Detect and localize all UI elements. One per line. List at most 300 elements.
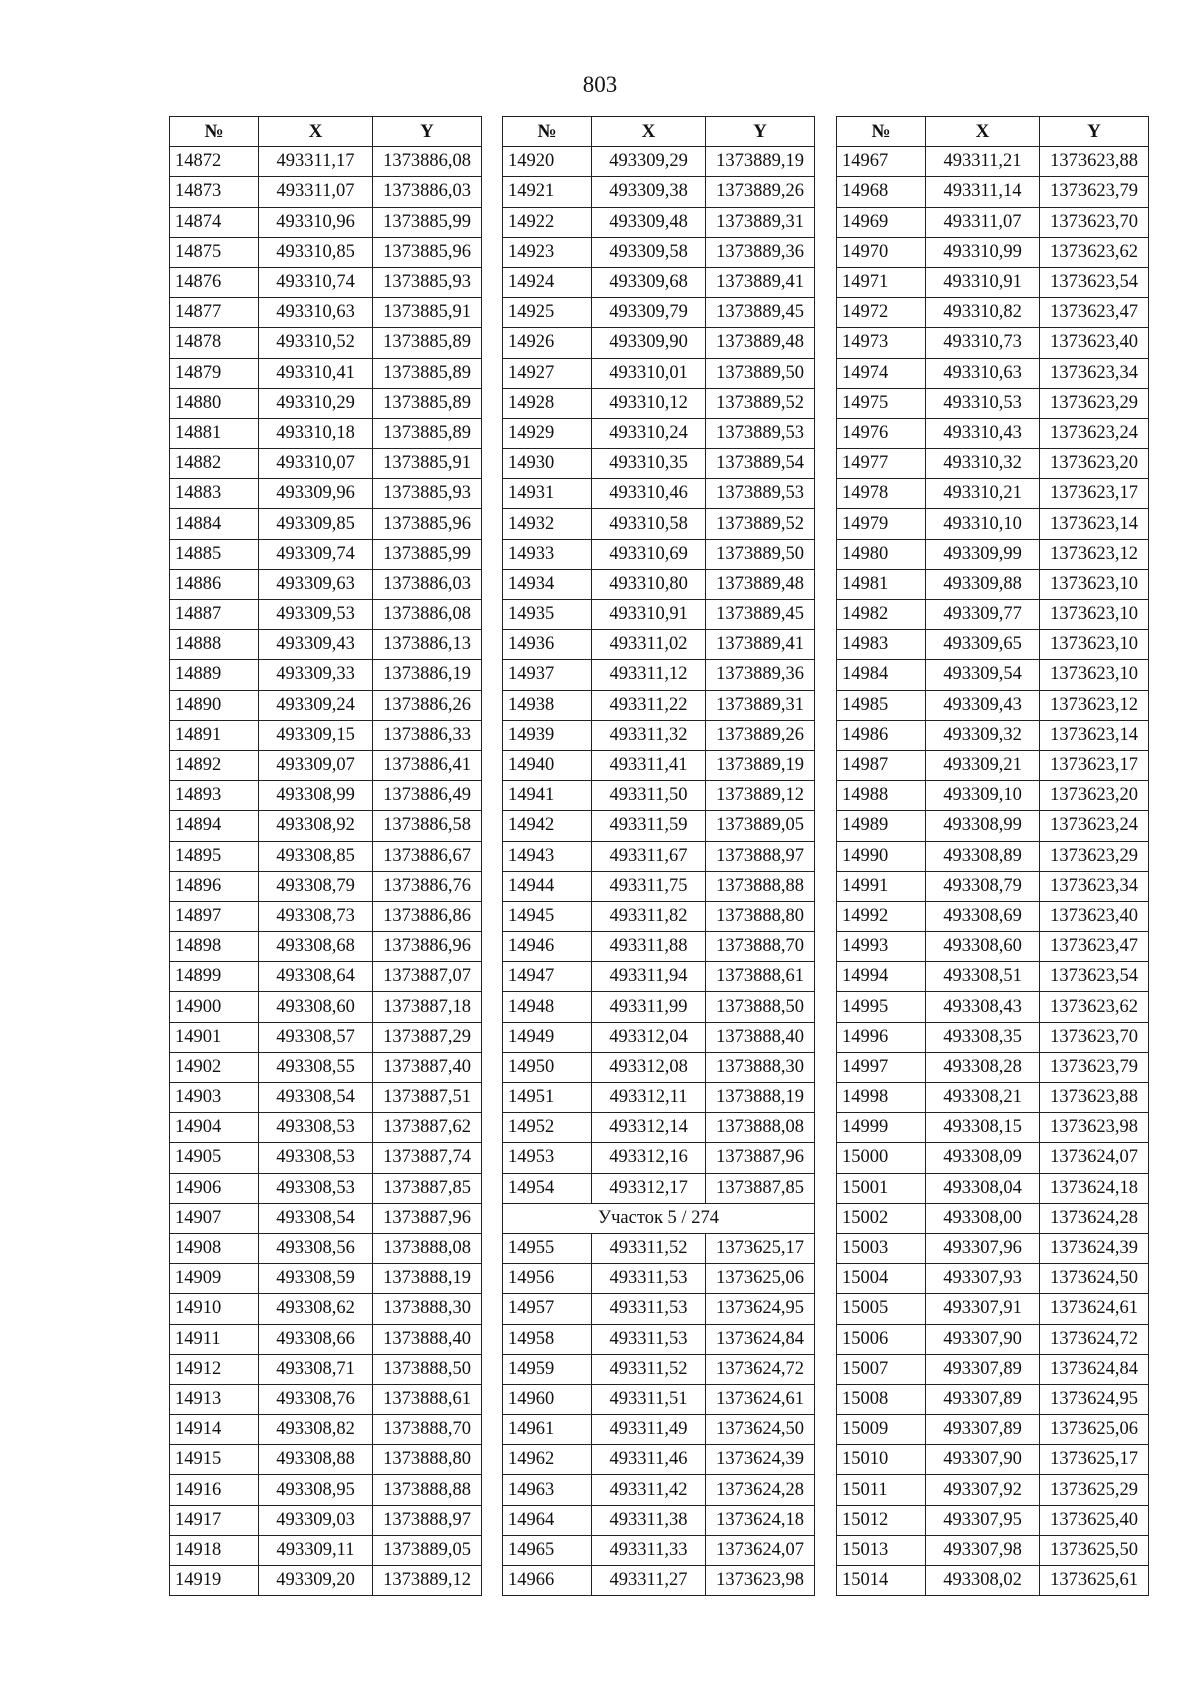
x-coordinate-cell: 493309,10 [926,781,1040,811]
table-row [837,569,1149,599]
y-coordinate-cell: 1373624,72 [706,1354,815,1384]
y-coordinate-cell: 1373887,40 [373,1052,482,1082]
y-coordinate-cell: 1373623,24 [1040,811,1149,841]
x-coordinate-cell: 493311,99 [592,992,706,1022]
table-row [503,841,815,871]
x-coordinate-cell: 493307,90 [926,1324,1040,1354]
y-coordinate-cell: 1373624,39 [1040,1233,1149,1263]
y-coordinate-cell: 1373886,96 [373,932,482,962]
point-number-cell: 14998 [837,1083,926,1113]
x-coordinate-cell: 493310,63 [926,358,1040,388]
y-coordinate-cell: 1373886,19 [373,660,482,690]
x-coordinate-cell: 493309,96 [259,479,373,509]
point-number-cell: 14962 [503,1445,592,1475]
table-row [837,388,1149,418]
point-number-cell: 14980 [837,539,926,569]
point-number-cell: 14887 [170,600,259,630]
y-coordinate-cell: 1373623,29 [1040,388,1149,418]
x-coordinate-cell: 493309,88 [926,569,1040,599]
table-row [503,1475,815,1505]
table-row [837,1173,1149,1203]
table-row [503,298,815,328]
table-row [170,1475,482,1505]
x-coordinate-cell: 493309,74 [259,539,373,569]
point-number-cell: 14970 [837,237,926,267]
table-row [170,660,482,690]
header-number: № [837,117,926,147]
point-number-cell: 14957 [503,1294,592,1324]
x-coordinate-cell: 493308,82 [259,1415,373,1445]
point-number-cell: 14987 [837,750,926,780]
table-row [170,177,482,207]
table-row [170,1566,482,1596]
x-coordinate-cell: 493311,59 [592,811,706,841]
x-coordinate-cell: 493311,49 [592,1415,706,1445]
x-coordinate-cell: 493311,51 [592,1384,706,1414]
table-row [837,509,1149,539]
table-row [837,479,1149,509]
x-coordinate-cell: 493309,99 [926,539,1040,569]
y-coordinate-cell: 1373623,47 [1040,298,1149,328]
x-coordinate-cell: 493308,53 [259,1143,373,1173]
y-coordinate-cell: 1373623,10 [1040,569,1149,599]
table-header-row [503,117,815,147]
point-number-cell: 14935 [503,600,592,630]
y-coordinate-cell: 1373889,36 [706,237,815,267]
table-row [170,1505,482,1535]
point-number-cell: 14943 [503,841,592,871]
point-number-cell: 14983 [837,630,926,660]
table-row [837,1354,1149,1384]
y-coordinate-cell: 1373889,50 [706,539,815,569]
table-row [503,1566,815,1596]
y-coordinate-cell: 1373889,53 [706,418,815,448]
x-coordinate-cell: 493309,11 [259,1535,373,1565]
point-number-cell: 14899 [170,962,259,992]
point-number-cell: 14950 [503,1052,592,1082]
y-coordinate-cell: 1373888,30 [373,1294,482,1324]
point-number-cell: 14959 [503,1354,592,1384]
table-row [503,1384,815,1414]
y-coordinate-cell: 1373623,14 [1040,720,1149,750]
y-coordinate-cell: 1373889,48 [706,328,815,358]
point-number-cell: 14979 [837,509,926,539]
table-row [170,901,482,931]
table-row [837,147,1149,177]
point-number-cell: 14978 [837,479,926,509]
table-row [503,901,815,931]
point-number-cell: 14936 [503,630,592,660]
point-number-cell: 14969 [837,207,926,237]
point-number-cell: 14990 [837,841,926,871]
x-coordinate-cell: 493309,07 [259,750,373,780]
y-coordinate-cell: 1373623,54 [1040,267,1149,297]
table-row [503,509,815,539]
section-row [503,1203,815,1233]
point-number-cell: 14996 [837,1022,926,1052]
table-row [503,962,815,992]
point-number-cell: 15009 [837,1415,926,1445]
point-number-cell: 14909 [170,1264,259,1294]
table-row [503,358,815,388]
point-number-cell: 14886 [170,569,259,599]
table-row [170,418,482,448]
x-coordinate-cell: 493312,17 [592,1173,706,1203]
point-number-cell: 14918 [170,1535,259,1565]
x-coordinate-cell: 493311,14 [926,177,1040,207]
point-number-cell: 14958 [503,1324,592,1354]
point-number-cell: 15012 [837,1505,926,1535]
y-coordinate-cell: 1373885,93 [373,267,482,297]
table-row [170,388,482,418]
y-coordinate-cell: 1373889,52 [706,388,815,418]
x-coordinate-cell: 493309,68 [592,267,706,297]
point-number-cell: 14968 [837,177,926,207]
point-number-cell: 14955 [503,1233,592,1263]
point-number-cell: 14988 [837,781,926,811]
point-number-cell: 15001 [837,1173,926,1203]
x-coordinate-cell: 493310,32 [926,449,1040,479]
y-coordinate-cell: 1373623,70 [1040,1022,1149,1052]
point-number-cell: 14975 [837,388,926,418]
x-coordinate-cell: 493311,94 [592,962,706,992]
x-coordinate-cell: 493308,56 [259,1233,373,1263]
y-coordinate-cell: 1373623,17 [1040,479,1149,509]
y-coordinate-cell: 1373623,98 [1040,1113,1149,1143]
point-number-cell: 14993 [837,932,926,962]
table-row [170,509,482,539]
table-row [837,1264,1149,1294]
y-coordinate-cell: 1373889,19 [706,750,815,780]
table-row [503,720,815,750]
table-row [837,1294,1149,1324]
y-coordinate-cell: 1373886,08 [373,147,482,177]
y-coordinate-cell: 1373885,96 [373,237,482,267]
point-number-cell: 15000 [837,1143,926,1173]
x-coordinate-cell: 493310,85 [259,237,373,267]
table-row [837,871,1149,901]
x-coordinate-cell: 493311,67 [592,841,706,871]
x-coordinate-cell: 493310,91 [926,267,1040,297]
x-coordinate-cell: 493310,53 [926,388,1040,418]
table-row [503,1535,815,1565]
point-number-cell: 14916 [170,1475,259,1505]
table-row [170,328,482,358]
point-number-cell: 14911 [170,1324,259,1354]
point-number-cell: 14925 [503,298,592,328]
x-coordinate-cell: 493308,68 [259,932,373,962]
point-number-cell: 14889 [170,660,259,690]
table-row [837,750,1149,780]
table-row [503,207,815,237]
point-number-cell: 14997 [837,1052,926,1082]
y-coordinate-cell: 1373888,08 [373,1233,482,1263]
y-coordinate-cell: 1373624,95 [1040,1384,1149,1414]
point-number-cell: 14977 [837,449,926,479]
x-coordinate-cell: 493310,29 [259,388,373,418]
table-row [170,267,482,297]
point-number-cell: 14986 [837,720,926,750]
y-coordinate-cell: 1373886,03 [373,569,482,599]
table-row [170,1354,482,1384]
x-coordinate-cell: 493309,15 [259,720,373,750]
header-y: Y [373,117,482,147]
y-coordinate-cell: 1373888,19 [373,1264,482,1294]
point-number-cell: 14940 [503,750,592,780]
table-row [170,1143,482,1173]
y-coordinate-cell: 1373889,48 [706,569,815,599]
point-number-cell: 14885 [170,539,259,569]
point-number-cell: 14900 [170,992,259,1022]
x-coordinate-cell: 493307,91 [926,1294,1040,1324]
table-row [837,962,1149,992]
y-coordinate-cell: 1373624,07 [706,1535,815,1565]
x-coordinate-cell: 493310,35 [592,449,706,479]
page-number: 803 [582,72,618,97]
x-coordinate-cell: 493309,24 [259,690,373,720]
table-row [170,1022,482,1052]
point-number-cell: 14956 [503,1264,592,1294]
x-coordinate-cell: 493310,99 [926,237,1040,267]
x-coordinate-cell: 493311,07 [926,207,1040,237]
point-number-cell: 14995 [837,992,926,1022]
point-number-cell: 14906 [170,1173,259,1203]
table-row [503,1445,815,1475]
point-number-cell: 14934 [503,569,592,599]
y-coordinate-cell: 1373885,99 [373,207,482,237]
y-coordinate-cell: 1373623,17 [1040,750,1149,780]
table-row [503,1415,815,1445]
x-coordinate-cell: 493308,04 [926,1173,1040,1203]
x-coordinate-cell: 493308,51 [926,962,1040,992]
point-number-cell: 14973 [837,328,926,358]
y-coordinate-cell: 1373885,93 [373,479,482,509]
x-coordinate-cell: 493312,14 [592,1113,706,1143]
table-row [170,690,482,720]
table-row [837,328,1149,358]
table-row [170,1324,482,1354]
table-row [837,1566,1149,1596]
y-coordinate-cell: 1373889,05 [706,811,815,841]
point-number-cell: 14882 [170,449,259,479]
y-coordinate-cell: 1373888,88 [373,1475,482,1505]
point-number-cell: 14881 [170,418,259,448]
x-coordinate-cell: 493310,24 [592,418,706,448]
table-row [503,932,815,962]
x-coordinate-cell: 493308,73 [259,901,373,931]
y-coordinate-cell: 1373625,61 [1040,1566,1149,1596]
y-coordinate-cell: 1373625,50 [1040,1535,1149,1565]
y-coordinate-cell: 1373888,61 [706,962,815,992]
point-number-cell: 14989 [837,811,926,841]
y-coordinate-cell: 1373889,54 [706,449,815,479]
point-number-cell: 14931 [503,479,592,509]
table-row [170,811,482,841]
y-coordinate-cell: 1373625,29 [1040,1475,1149,1505]
point-number-cell: 14917 [170,1505,259,1535]
point-number-cell: 14974 [837,358,926,388]
point-number-cell: 14945 [503,901,592,931]
point-number-cell: 14920 [503,147,592,177]
table-row [837,992,1149,1022]
point-number-cell: 14982 [837,600,926,630]
point-number-cell: 14893 [170,781,259,811]
table-row [503,1324,815,1354]
x-coordinate-cell: 493310,52 [259,328,373,358]
table-row [503,237,815,267]
x-coordinate-cell: 493311,82 [592,901,706,931]
y-coordinate-cell: 1373888,19 [706,1083,815,1113]
table-row [503,781,815,811]
x-coordinate-cell: 493311,07 [259,177,373,207]
table-row [170,781,482,811]
point-number-cell: 14908 [170,1233,259,1263]
table-row [837,660,1149,690]
y-coordinate-cell: 1373889,05 [373,1535,482,1565]
point-number-cell: 14937 [503,660,592,690]
point-number-cell: 14939 [503,720,592,750]
point-number-cell: 14991 [837,871,926,901]
point-number-cell: 14927 [503,358,592,388]
y-coordinate-cell: 1373623,10 [1040,660,1149,690]
point-number-cell: 14884 [170,509,259,539]
header-number: № [170,117,259,147]
point-number-cell: 14912 [170,1354,259,1384]
table-row [170,1173,482,1203]
point-number-cell: 15002 [837,1203,926,1233]
y-coordinate-cell: 1373625,06 [1040,1415,1149,1445]
x-coordinate-cell: 493309,48 [592,207,706,237]
table-row [170,1264,482,1294]
x-coordinate-cell: 493310,91 [592,600,706,630]
table-row [503,479,815,509]
x-coordinate-cell: 493311,50 [592,781,706,811]
x-coordinate-cell: 493310,21 [926,479,1040,509]
table-row [170,1203,482,1233]
y-coordinate-cell: 1373889,19 [706,147,815,177]
y-coordinate-cell: 1373885,91 [373,449,482,479]
y-coordinate-cell: 1373887,18 [373,992,482,1022]
y-coordinate-cell: 1373624,18 [1040,1173,1149,1203]
x-coordinate-cell: 493309,21 [926,750,1040,780]
y-coordinate-cell: 1373887,51 [373,1083,482,1113]
table-header-row [170,117,482,147]
table-row [837,1445,1149,1475]
table-row [503,418,815,448]
table-row [170,932,482,962]
point-number-cell: 14938 [503,690,592,720]
table-row [837,1415,1149,1445]
point-number-cell: 15014 [837,1566,926,1596]
x-coordinate-cell: 493309,58 [592,237,706,267]
point-number-cell: 14972 [837,298,926,328]
table-row [837,901,1149,931]
y-coordinate-cell: 1373624,50 [706,1415,815,1445]
y-coordinate-cell: 1373887,62 [373,1113,482,1143]
x-coordinate-cell: 493311,17 [259,147,373,177]
table-row [837,418,1149,448]
table-row [503,328,815,358]
table-row [503,1264,815,1294]
x-coordinate-cell: 493310,63 [259,298,373,328]
table-row [837,1324,1149,1354]
y-coordinate-cell: 1373623,10 [1040,630,1149,660]
x-coordinate-cell: 493311,53 [592,1264,706,1294]
y-coordinate-cell: 1373889,31 [706,690,815,720]
y-coordinate-cell: 1373623,12 [1040,539,1149,569]
x-coordinate-cell: 493309,90 [592,328,706,358]
y-coordinate-cell: 1373623,34 [1040,358,1149,388]
table-row [170,539,482,569]
point-number-cell: 15010 [837,1445,926,1475]
point-number-cell: 14919 [170,1566,259,1596]
table-row [170,1294,482,1324]
point-number-cell: 14953 [503,1143,592,1173]
point-number-cell: 14875 [170,237,259,267]
y-coordinate-cell: 1373625,17 [706,1233,815,1263]
y-coordinate-cell: 1373623,20 [1040,449,1149,479]
y-coordinate-cell: 1373624,61 [706,1384,815,1414]
y-coordinate-cell: 1373889,41 [706,630,815,660]
y-coordinate-cell: 1373888,50 [373,1354,482,1384]
y-coordinate-cell: 1373887,07 [373,962,482,992]
point-number-cell: 14985 [837,690,926,720]
y-coordinate-cell: 1373623,40 [1040,328,1149,358]
y-coordinate-cell: 1373624,95 [706,1294,815,1324]
table-row [503,690,815,720]
point-number-cell: 14898 [170,932,259,962]
y-coordinate-cell: 1373888,61 [373,1384,482,1414]
x-coordinate-cell: 493312,16 [592,1143,706,1173]
x-coordinate-cell: 493308,15 [926,1113,1040,1143]
point-number-cell: 14873 [170,177,259,207]
y-coordinate-cell: 1373623,62 [1040,237,1149,267]
y-coordinate-cell: 1373889,12 [373,1566,482,1596]
x-coordinate-cell: 493308,79 [926,871,1040,901]
header-number: № [503,117,592,147]
point-number-cell: 14952 [503,1113,592,1143]
point-number-cell: 14876 [170,267,259,297]
x-coordinate-cell: 493311,38 [592,1505,706,1535]
table-row [170,871,482,901]
table-row [170,1052,482,1082]
table-row [170,207,482,237]
y-coordinate-cell: 1373887,96 [706,1143,815,1173]
table-row [170,479,482,509]
point-number-cell: 15006 [837,1324,926,1354]
point-number-cell: 14915 [170,1445,259,1475]
y-coordinate-cell: 1373624,84 [706,1324,815,1354]
y-coordinate-cell: 1373887,85 [706,1173,815,1203]
table-row [170,569,482,599]
table-row [170,147,482,177]
point-number-cell: 14941 [503,781,592,811]
x-coordinate-cell: 493308,53 [259,1113,373,1143]
x-coordinate-cell: 493310,69 [592,539,706,569]
table-row [837,1022,1149,1052]
x-coordinate-cell: 493308,95 [259,1475,373,1505]
table-row [170,720,482,750]
table-row [503,1173,815,1203]
coordinates-table-3 [836,116,1149,1596]
y-coordinate-cell: 1373888,97 [706,841,815,871]
x-coordinate-cell: 493310,96 [259,207,373,237]
x-coordinate-cell: 493308,62 [259,1294,373,1324]
x-coordinate-cell: 493310,43 [926,418,1040,448]
table-row [170,841,482,871]
x-coordinate-cell: 493311,12 [592,660,706,690]
table-row [170,298,482,328]
